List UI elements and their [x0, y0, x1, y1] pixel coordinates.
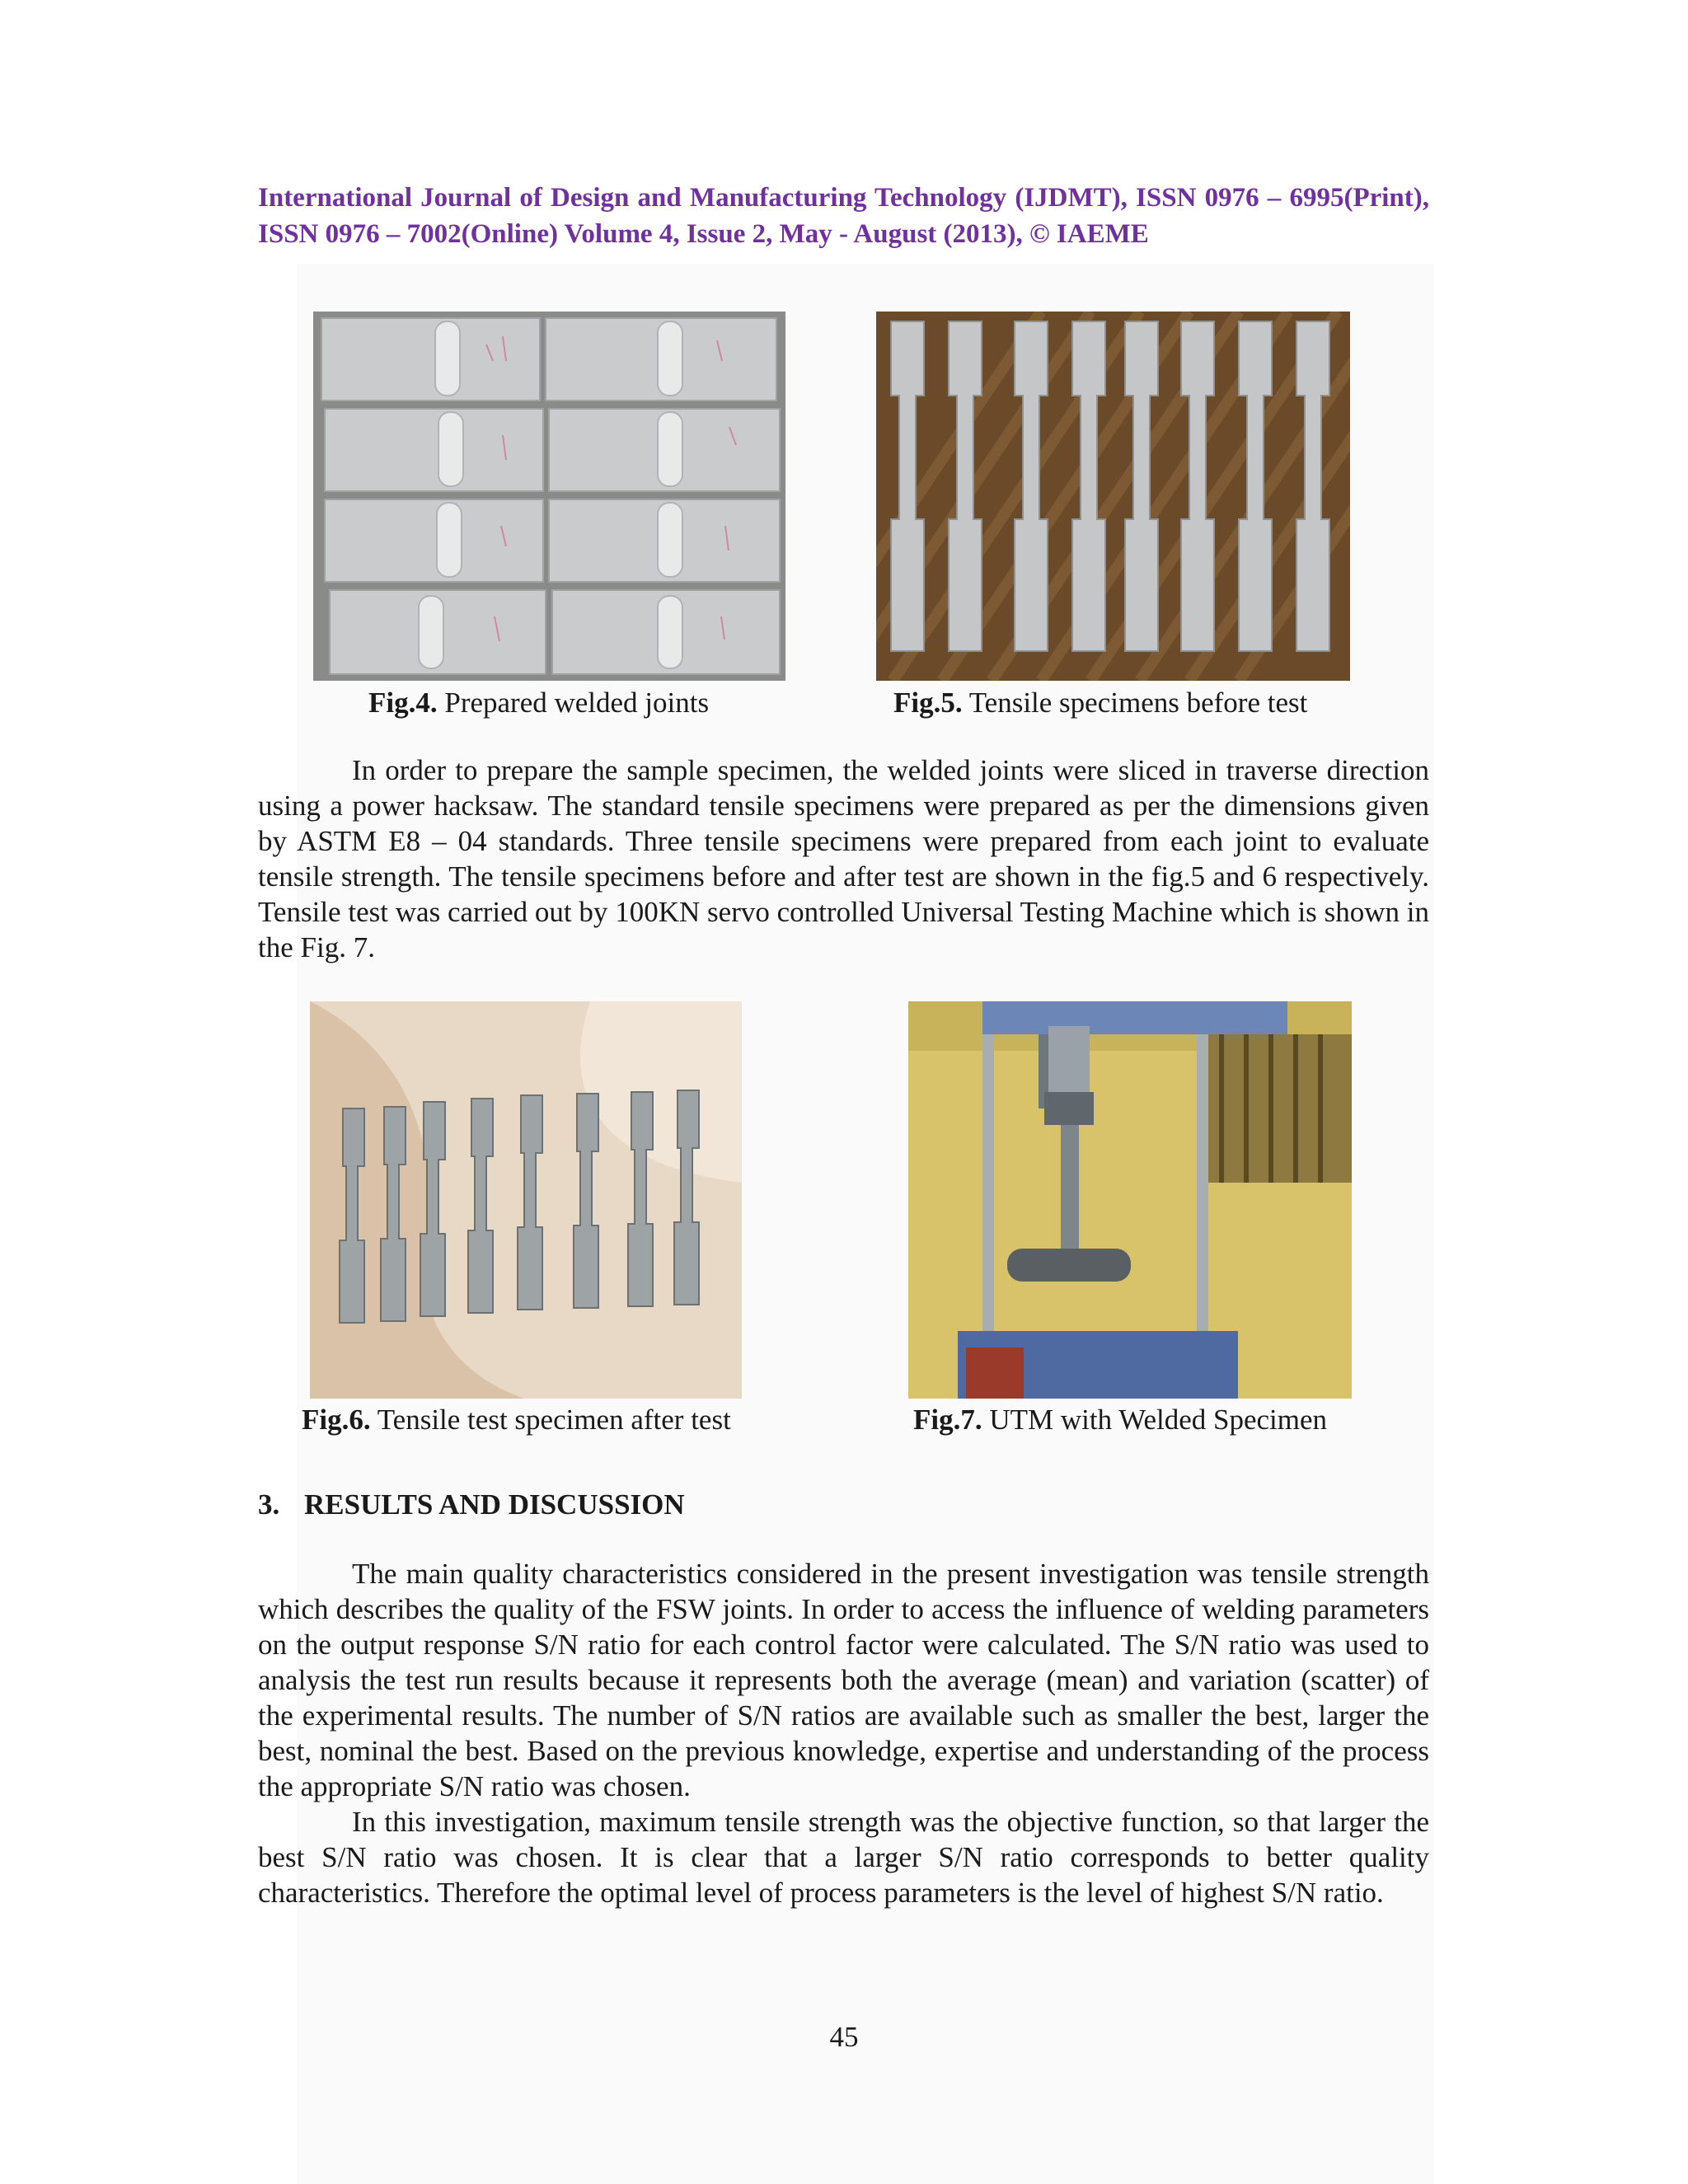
fig6-caption-text: Tensile test specimen after test [377, 1404, 731, 1436]
fig7-label: Fig.7. [913, 1404, 982, 1436]
fig7-caption [913, 1403, 1327, 1437]
fig4-photo [313, 312, 785, 681]
section-title: RESULTS AND DISCUSSION [304, 1488, 685, 1521]
journal-header: International Journal of Design and Manufacturing Technology (IJDMT), ISSN 0976 – 6995(Print), ISSN 0976 – 7002(Online) Volume 4, Issue 2, May - August (2013), © IAEME [258, 183, 1429, 249]
fig6-label: Fig.6. [302, 1404, 371, 1436]
fig6-photo [310, 1001, 742, 1399]
fig5-photo [876, 312, 1350, 681]
fig4-caption-text: Prepared welded joints [444, 687, 710, 719]
fig5-caption [893, 686, 1307, 720]
paragraph-results: The main quality characteristics considered in the present investigation was tensile strength which describes the quality of the FSW joints. In order to access the influence of welding parameters on the output response S/N ratio for each control factor were calculated. The S/N ratio was used to analysis the test run results because it represents both the average (mean) and variation (scatter) of the experimental results. The number of S/N ratios are available such as smaller the best, larger the best, nominal the best. Based on the previous knowledge, expertise and understanding of the process the appropriate S/N ratio was chosen. [258, 1558, 1429, 1802]
fig7-photo [908, 1001, 1352, 1399]
fig6-caption [302, 1403, 731, 1437]
fig4-caption [368, 686, 709, 720]
section-number: 3. [258, 1488, 280, 1521]
fig5-label: Fig.5. [893, 687, 963, 719]
paragraph-objective: In this investigation, maximum tensile strength was the objective function, so that larger the best S/N ratio was chosen. It is clear that a larger S/N ratio corresponds to better quality characteristics. Therefore the optimal level of process parameters is the level of highest S/N ratio. [258, 1806, 1429, 1909]
fig5-caption-text: Tensile specimens before test [968, 687, 1308, 719]
paragraph-specimen-prep: In order to prepare the sample specimen, the welded joints were sliced in traverse direction using a power hacksaw. The standard tensile specimens were prepared as per the dimensions given by ASTM E8 – 04 standards. Three tensile specimens were prepared from each joint to evaluate tensile strength. The tensile specimens before and after test are shown in the fig.5 and 6 respectively. Tensile test was carried out by 100KN servo controlled Universal Testing Machine which is shown in the Fig. 7. [258, 754, 1429, 963]
fig4-label: Fig.4. [368, 687, 438, 719]
section-heading [258, 1488, 685, 1521]
page-number: 45 [829, 2021, 859, 2053]
fig7-caption-text: UTM with Welded Specimen [989, 1404, 1328, 1436]
